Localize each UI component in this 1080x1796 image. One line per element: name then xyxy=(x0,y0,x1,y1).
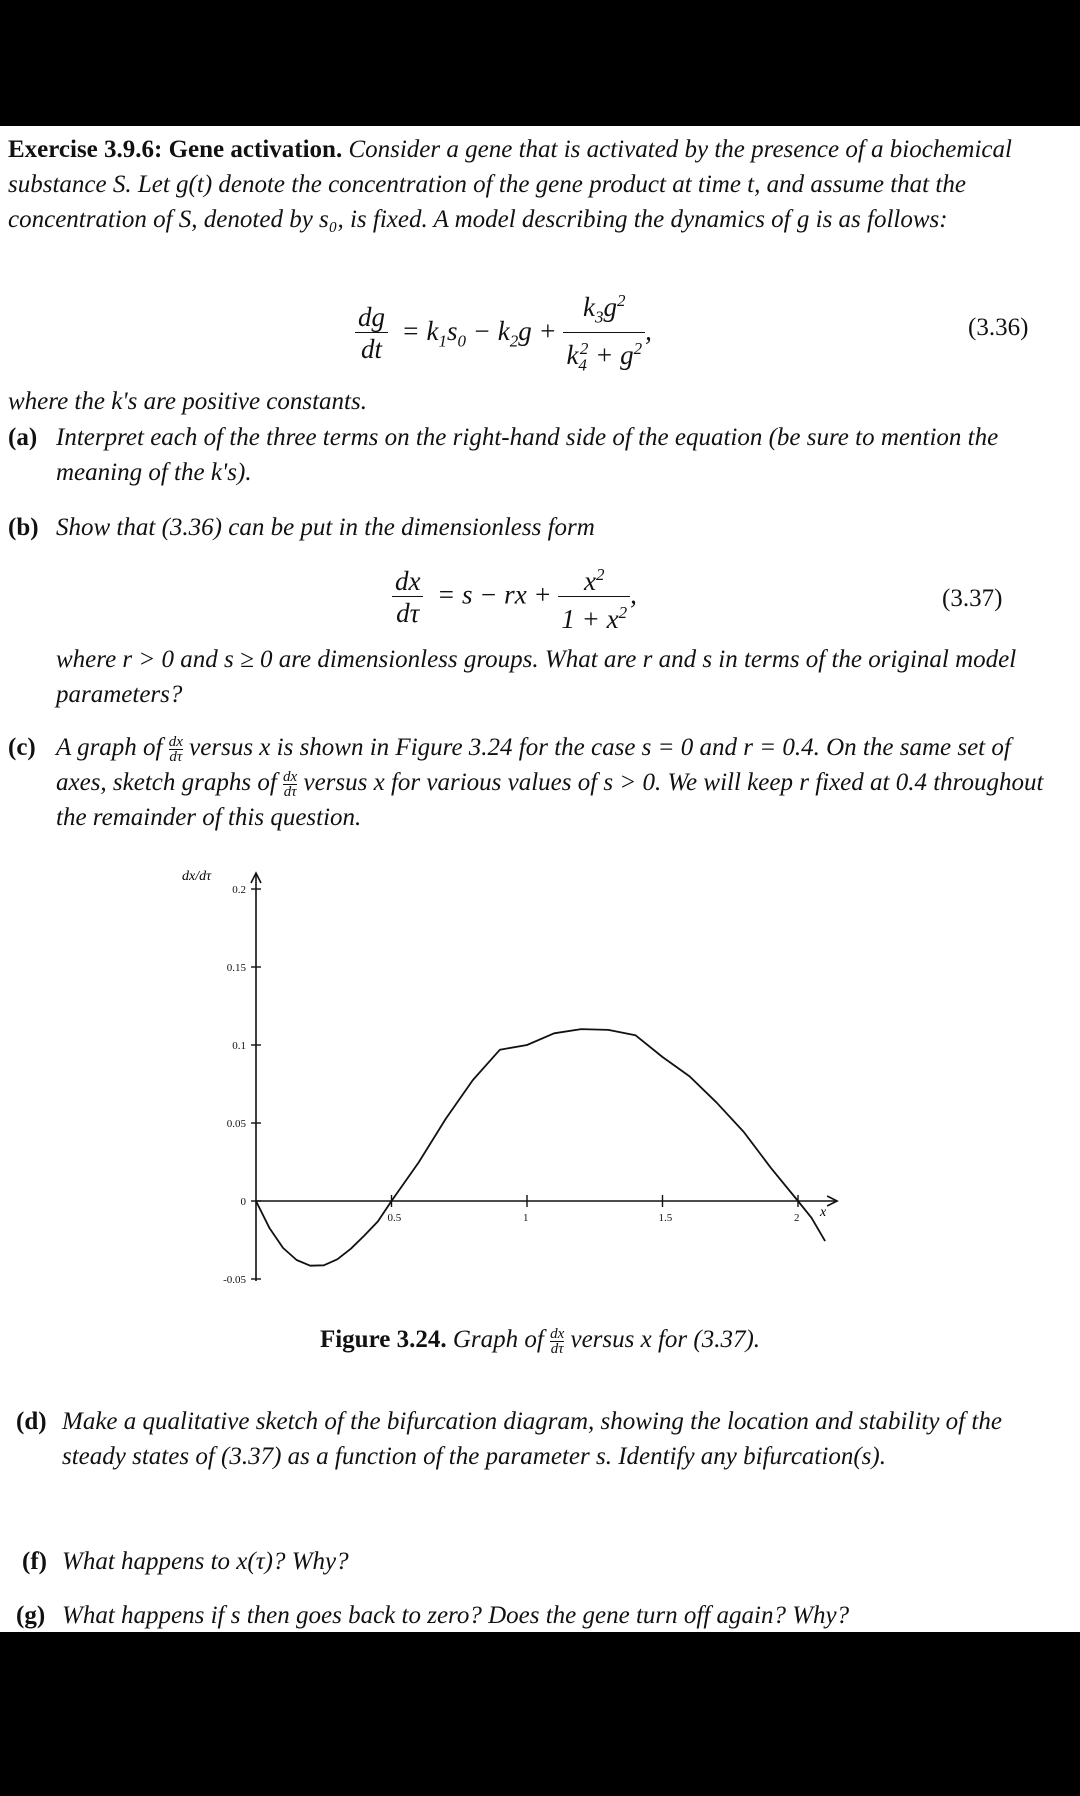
item-f-text: What happens to x(τ)? Why? xyxy=(62,1548,349,1575)
item-g-label: (g) xyxy=(16,1602,46,1629)
x-tick-label: 1 xyxy=(523,1212,529,1224)
item-a-label: (a) xyxy=(8,424,38,451)
dx-dtau-fraction: $\frac{dx}{d\tau}$ xyxy=(283,768,298,800)
after-equation-text: where the k's are positive constants. xyxy=(8,388,367,415)
y-tick-label: 0.05 xyxy=(226,1118,246,1130)
x-tick-label: 0.5 xyxy=(387,1212,402,1224)
item-a-text: Interpret each of the three terms on the right-hand side of the equation (be sure to mention the meaning of the k's). xyxy=(56,424,999,486)
item-d-text: Make a qualitative sketch of the bifurcation diagram, showing the location and stability of the steady states of (3.37) as a function of the parameter s. Identify any bifurcation(s). xyxy=(62,1408,1002,1470)
x-tick-label: 1.5 xyxy=(658,1212,673,1224)
item-b-label: (b) xyxy=(8,514,39,541)
equation-number-3-36: (3.36) xyxy=(968,314,1029,341)
item-g-text: What happens if s then goes back to zero? Does the gene turn off again? Why? xyxy=(62,1602,850,1629)
item-c-label: (c) xyxy=(8,734,36,761)
exercise-title: Exercise 3.9.6: Gene activation. xyxy=(8,136,343,163)
item-f-label: (f) xyxy=(22,1548,47,1575)
plot-axes xyxy=(251,873,837,1281)
equation-3-37: $\frac{dx}{d\tau}$ = s − rx + $\frac{x^2}{1 + x^2}$ , xyxy=(392,560,637,635)
y-tick-label: -0.05 xyxy=(223,1274,246,1286)
equation-3-36: $\frac{dg}{dt}$ = $k_1s_0 - k_2g$ + $\frac{k_3g^2}{k_4^2 + g^2}$ , xyxy=(355,286,652,382)
item-d xyxy=(16,1404,1056,1474)
equation-number-3-37: (3.37) xyxy=(942,585,1003,612)
x-axis-label: x xyxy=(820,1205,827,1220)
plot-ticks xyxy=(223,884,799,1286)
item-b-text: Show that (3.36) can be put in the dimensionless form xyxy=(56,514,595,541)
y-axis-label: dx/dτ xyxy=(182,869,212,884)
x-tick-label: 2 xyxy=(794,1212,800,1224)
item-c-text: A graph of $\frac{dx}{d\tau}$ versus x is shown in Figure 3.24 for the case s = 0 and r = 0.4. On the same set of axes, sketch graphs of $\frac{dx}{d\tau}$ versus x for various values of s > 0. We will keep r fixed at 0.4 throughout the remainder of this question. xyxy=(56,733,1044,831)
y-tick-label: 0.1 xyxy=(232,1040,246,1052)
item-d-label: (d) xyxy=(16,1408,47,1435)
dx-dtau-fraction: $\frac{dx}{d\tau}$ xyxy=(168,733,183,765)
series-line xyxy=(256,1029,825,1266)
item-f xyxy=(22,1544,1058,1579)
y-tick-label: 0 xyxy=(240,1196,246,1208)
item-b-continued: where r > 0 and s ≥ 0 are dimensionless groups. What are r and s in terms of the original model parameters? xyxy=(56,646,1017,708)
y-tick-label: 0.2 xyxy=(232,884,246,896)
figure-caption-label: Figure 3.24. xyxy=(319,1326,447,1353)
figure-3-24-plot xyxy=(0,126,1080,1326)
dx-dtau-fraction: $\frac{dx}{d\tau}$ xyxy=(550,1325,565,1357)
item-g xyxy=(16,1598,1058,1633)
textbook-page xyxy=(0,126,1080,1632)
plot-series xyxy=(256,1029,825,1266)
y-tick-label: 0.15 xyxy=(226,962,246,974)
figure-caption: Figure 3.24. Graph of $\frac{dx}{d\tau}$ versus x for (3.37). xyxy=(319,1325,761,1357)
exercise-intro-text: Consider a gene that is activated by the presence of a biochemical substance S. Let g(t) denote the concentration of the gene product at time t, and assume that the concentration of S, denoted by s₀, is fixed. A model describing the dynamics of g is as follows: xyxy=(8,136,1012,233)
